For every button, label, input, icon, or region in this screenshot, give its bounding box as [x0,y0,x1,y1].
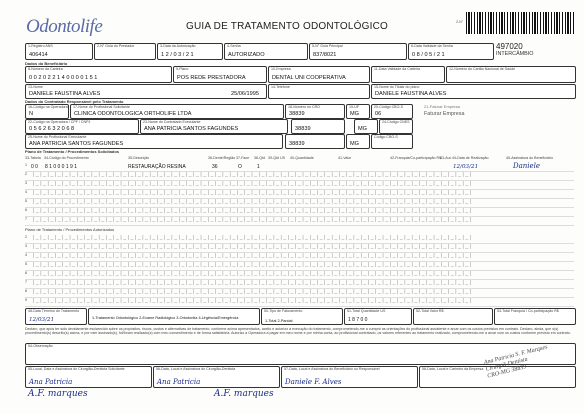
row-number: 1 [25,163,27,167]
table-row[interactable] [25,216,574,226]
row-grid: |_|_|_|_|_|_|_|_|_|_|_|_|_|_|_|_|_|_|_|_|_|_|_|_|_|_|_|_|_|_|_|_|_|_|_|_|_|_|_|_|_|_|_|_|_|_|_|_|_|_|_|_|_|_|_|_|_|_|_|_| [33,244,473,250]
nome-contratado-label: 17-Nome do Profissional Solicitante [73,105,130,109]
faturar-label: 21-Faturar Empresa [424,104,460,109]
row-grid: |_|_|_|_|_|_|_|_|_|_|_|_|_|_|_|_|_|_|_|_|_|_|_|_|_|_|_|_|_|_|_|_|_|_|_|_|_|_|_|_|_|_|_|_|_|_|_|_|_|_|_|_|_|_|_|_|_|_|_|_| [33,208,473,214]
validade-senha-label: 6-Data Validade da Senha [411,44,453,48]
row-grid: |_|_|_|_|_|_|_|_|_|_|_|_|_|_|_|_|_|_|_|_|_|_|_|_|_|_|_|_|_|_|_|_|_|_|_|_|_|_|_|_|_|_|_|_|_|_|_|_|_|_|_|_|_|_|_|_|_|_|_|_| [33,235,473,241]
empresa-value: DENTAL UNI COOPERATIVA [272,75,346,81]
row-grid: |_|_|_|_|_|_|_|_|_|_|_|_|_|_|_|_|_|_|_|_|_|_|_|_|_|_|_|_|_|_|_|_|_|_|_|_|_|_|_|_|_|_|_|_|_|_|_|_|_|_|_|_|_|_|_|_|_|_|_|_| [33,280,473,286]
cnes-label: 24-Código CNES [382,120,410,124]
nome-executante-label: 23-Nome do Contratado Executante [143,120,201,124]
row-number: 4 [25,253,27,257]
row-grid: |_|_|_|_|_|_|_|_|_|_|_|_|_|_|_|_|_|_|_|_|_|_|_|_|_|_|_|_|_|_|_|_|_|_|_|_|_|_|_|_|_|_|_|_|_|_|_|_|_|_|_|_|_|_|_|_|_|_|_|_| [33,298,473,304]
form-title: GUIA DE TRATAMENTO ODONTOLÓGICO [186,21,388,32]
guia-prestador-box[interactable] [94,43,156,60]
col-descricao: 35-Descrição [128,156,150,160]
col-franquia: 42-Franquia/Co-participação R$ [390,156,442,160]
titular-label: 15-Nome do Titular do plano [374,85,420,89]
guia-principal-box[interactable] [309,43,407,60]
section-procedimentos: Plano de Tratamento / Procedimentos Solicitados [25,149,120,154]
uf3-box[interactable] [346,134,370,149]
registro-ans-label: 1-Registro ANS [28,44,53,48]
nome-box[interactable] [25,84,267,99]
cro2-value: 38839 [295,126,311,132]
row-codigo: 8 1 0 0 0 1 9 1 [45,163,77,170]
col-aut: 43-Aut. [440,156,452,160]
col-codigo: 34-Código do Procedimento [44,156,89,160]
tipo-atendimento-box[interactable] [88,308,260,325]
row-grid: |_|_|_|_|_|_|_|_|_|_|_|_|_|_|_|_|_|_|_|_|_|_|_|_|_|_|_|_|_|_|_|_|_|_|_|_|_|_|_|_|_|_|_|_|_|_|_|_|_|_|_|_|_|_|_|_|_|_|_|_| [33,253,473,259]
tipo-faturamento-label: 50-Tipo de Faturamento [264,309,303,313]
cro3-value: 38839 [289,141,305,147]
empresa-box[interactable] [268,66,370,83]
col-face: 37-Face [236,156,250,160]
row-dente: 36 [212,163,218,170]
row-number: 3 [25,244,27,248]
row-number: 7 [25,217,27,221]
row-grid: |_|_|_|_|_|_|_|_|_|_|_|_|_|_|_|_|_|_|_|_|_|_|_|_|_|_|_|_|_|_|_|_|_|_|_|_|_|_|_|_|_|_|_|_|_|_|_|_|_|_|_|_|_|_|_|_|_|_|_|_| [33,199,473,205]
guia-principal-label: 5-N° Guia Principal [312,44,343,48]
col-dente: 36-Dente/Região [208,156,236,160]
data-termino-box[interactable] [25,308,87,325]
cbo-value: 06 [375,111,382,117]
total-qtd-value: 1 8 7 0 0 [348,317,368,323]
titular-value: DANIELE FAUSTINA ALVES [375,91,447,97]
telefone-box[interactable] [268,84,370,99]
observacao-label: 54-Observação [28,344,53,348]
validade-senha-value: 0 8 / 0 5 / 2 1 [412,52,445,58]
row-grid: |_|_|_|_|_|_|_|_|_|_|_|_|_|_|_|_|_|_|_|_|_|_|_|_|_|_|_|_|_|_|_|_|_|_|_|_|_|_|_|_|_|_|_|_|_|_|_|_|_|_|_|_|_|_|_|_|_|_|_|_| [33,271,473,277]
faturar-value: Faturar Empresa [424,111,465,117]
table-row[interactable] [25,297,574,307]
plano-label: 9-Plano [176,67,189,71]
cbo-label: 20-Código CBO-S [374,105,403,109]
total-valor-label: 52-Total Valor R$ [416,309,444,313]
validade-senha-box[interactable] [408,43,494,60]
uf-label: 19-UF [349,105,359,109]
nome-executante-box[interactable] [140,119,288,134]
cns-label: 12-Número do Cartão Nacional de Saúde [449,67,516,71]
cns-box[interactable] [446,66,576,83]
total-valor-box[interactable] [413,308,493,325]
nome-prof-label: 25-Nome do Profissional Executante [28,135,87,139]
row-descricao: RESTAURAÇÃO RESINA [128,163,186,170]
codigo-operadora-label: 16-Código na Operadora [28,105,68,109]
row-grid: |_|_|_|_|_|_|_|_|_|_|_|_|_|_|_|_|_|_|_|_|_|_|_|_|_|_|_|_|_|_|_|_|_|_|_|_|_|_|_|_|_|_|_|_|_|_|_|_|_|_|_|_|_|_|_|_|_|_|_|_| [33,181,473,187]
nascimento-value: 25/06/1995 [231,91,259,97]
carteira-box[interactable] [25,66,172,83]
telefone-label: 14-Telefone [271,85,290,89]
data-termino-label: 48-Data Término do Tratamento [28,309,80,313]
row-number: 2 [25,172,27,176]
carteira-label: 8-Número da Carteira [28,67,63,71]
col-quantidade: 40-Quantidade [290,156,314,160]
uf2-box[interactable] [354,119,378,134]
sig3-box[interactable] [281,366,418,388]
col-qtd-us: 39-Qtd US [268,156,285,160]
senha-value: AUTORIZADO [228,52,265,58]
row-grid: |_|_|_|_|_|_|_|_|_|_|_|_|_|_|_|_|_|_|_|_|_|_|_|_|_|_|_|_|_|_|_|_|_|_|_|_|_|_|_|_|_|_|_|_|_|_|_|_|_|_|_|_|_|_|_|_|_|_|_|_| [33,289,473,295]
stamp-text: Ana Patricia S. F. Marques Cirurgiã-Dentista CRO-MG 38839 [483,344,549,380]
header-small-code: 2-N° [456,20,464,24]
total-qtd-label: 51-Total Quantidade US [347,309,386,313]
data-autorizacao-value: 1 2 / 0 3 / 2 1 [161,52,194,58]
cro-box[interactable] [285,104,345,119]
declaracao-text: Declaro, que após ter sido devidamente esclarecido sobre os propósitos, riscos, custos e alternativas de tratamento, conforme acima apresentados, aceito e autorizo a execução do tratamento, comprometendo-me a cumprir as orientações do profissional assistente e arcar com os custos previstos em contrato. Declaro, ainda, que o(s) procedimento(s) descrito(s) acima, e por mim assinado(s), foi/foram realizado(s) com meu consentimento e de forma satisfatória. Autorizo a Operadora a pagar em meu nome e por minha conta, ao profissional contratado, os valores referentes ao tratamento realizado, comprometendo-me a arcar com os custos conforme previsto em contrato. [25,327,571,336]
data-autorizacao-label: 3-Data da Autorização [160,44,196,48]
plano-value: POS REDE PRESTADORA [177,75,246,81]
titular-box[interactable] [371,84,576,99]
row-number: 5 [25,262,27,266]
uf3-value: MG [350,141,360,147]
tipo-atendimento-value: 1-Tratamento Odontológico 2-Exame Radiológico 3-Ortodontia 4-Urgência/Emergência [92,316,239,320]
row-face: O [238,163,242,170]
sig1-box[interactable] [25,366,152,388]
registro-ans-box[interactable] [25,43,93,60]
senha-box[interactable] [224,43,308,60]
sig2-box[interactable] [153,366,280,388]
row-grid: |_|_|_|_|_|_|_|_|_|_|_|_|_|_|_|_|_|_|_|_|_|_|_|_|_|_|_|_|_|_|_|_|_|_|_|_|_|_|_|_|_|_|_|_|_|_|_|_|_|_|_|_|_|_|_|_|_|_|_|_| [33,262,473,268]
col-data-realizacao: 44-Data de Realização [452,156,489,160]
tipo-faturamento-value: 1-Total 2-Parcial [265,319,293,323]
col-tabela: 33-Tabela [25,156,41,160]
sig1-label: 55-Local, Data e Assinatura do Cirurgião-Dentista Solicitante [28,367,125,371]
cro-label: 18-Número no CRO [288,105,320,109]
nome-executante-value: ANA PATRICIA SANTOS FAGUNDES [144,126,239,132]
nome-contratado-value: CLINICA ODONTOLOGICA ORTHOLIFE LTDA [74,111,192,117]
sig2-value: Ana Patricia [157,378,201,386]
sig3-label: 57-Data, Local e Assinatura do Beneficiário ou Responsável [284,367,380,371]
section-procedimentos-b: Plano de Tratamento / Procedimentos Autorizados [25,227,115,232]
guia-sub: INTERCÂMBIO [496,51,534,57]
sig3-value: Daniele F. Alves [285,378,342,386]
plano-box[interactable] [173,66,267,83]
sig2-label: 56-Data, Local e Assinatura do Cirurgião-Dentista [156,367,236,371]
sig1-value: Ana Patricia [29,378,73,386]
col-assinatura: 45-Assinatura do Beneficiário [506,156,553,160]
section-beneficiario: Dados do Beneficiário [25,61,68,66]
codigo-operadora-box[interactable] [25,104,69,119]
col-valor: 41-Valor [338,156,352,160]
cod-executante-value: 0 5 6 2 6 3 2 0 6 8 [29,126,75,132]
total-franquia-box[interactable] [494,308,576,325]
odontolife-logo: Odontolife [26,16,103,37]
total-franquia-label: 53-Total Franquia / Co-participação R$ [497,309,559,313]
nome-label: 13-Nome [28,85,43,89]
sig4-label: 58-Data, Local e Carimbo da Empresa [422,367,484,371]
guia-prestador-label: 2-N° Guia do Prestador [97,44,135,48]
guia-principal-value: 837/8021 [313,52,337,58]
cro-value: 38839 [289,111,305,117]
bottom-signature-2: A.F. marques [214,389,274,399]
registro-ans-value: 406414 [29,52,48,58]
total-qtd-box[interactable] [344,308,412,325]
row-tabela: 0 0 [31,163,38,170]
uf-value: MG [350,111,360,117]
nome-prof-value: ANA PATRICIA SANTOS FAGUNDES [29,141,124,147]
cro2-box[interactable] [291,119,345,134]
senha-label: 4-Senha [227,44,241,48]
cnes-box[interactable] [379,119,413,134]
row-data: 12/03/21 [453,163,479,170]
nome-prof-box[interactable] [25,134,283,149]
cbo-box[interactable] [371,104,413,119]
validade-carteira-label: 11-Data Validade da Carteira [374,67,421,71]
row-number: 2 [25,235,27,239]
row-number: 8 [25,289,27,293]
cod-executante-box[interactable] [25,119,139,134]
row-grid: |_|_|_|_|_|_|_|_|_|_|_|_|_|_|_|_|_|_|_|_|_|_|_|_|_|_|_|_|_|_|_|_|_|_|_|_|_|_|_|_|_|_|_|_|_|_|_|_|_|_|_|_|_|_|_|_|_|_|_|_| [33,190,473,196]
row-number: 7 [25,280,27,284]
col-qtd: 38-Qtd [254,156,265,160]
cod-executante-label: 22-Código na Operadora / CPF / CNPJ [28,120,91,124]
guia-number: 497020 [496,42,523,51]
section-solicitante: Dados do Contratado Responsável pelo Tratamento [25,99,124,104]
row-number: 5 [25,199,27,203]
data-autorizacao-box[interactable] [157,43,223,60]
uf2-value: MG [358,126,368,132]
nome-value: DANIELE FAUSTINA ALVES [29,91,101,97]
bottom-signature-1: A.F. marques [28,389,88,399]
row-assinatura: Daniele [513,161,541,170]
validade-carteira-box[interactable] [371,66,445,83]
row-grid: |_|_|_|_|_|_|_|_|_|_|_|_|_|_|_|_|_|_|_|_|_|_|_|_|_|_|_|_|_|_|_|_|_|_|_|_|_|_|_|_|_|_|_|_|_|_|_|_|_|_|_|_|_|_|_|_|_|_|_|_| [33,172,473,178]
cro3-box[interactable] [285,134,345,149]
tipo-faturamento-box[interactable] [261,308,343,325]
uf-box[interactable] [346,104,370,119]
row-number: 4 [25,190,27,194]
empresa-label: 10-Empresa [271,67,291,71]
data-termino-value: 12/03/21 [29,317,55,323]
row-number: 6 [25,271,27,275]
row-grid: |_|_|_|_|_|_|_|_|_|_|_|_|_|_|_|_|_|_|_|_|_|_|_|_|_|_|_|_|_|_|_|_|_|_|_|_|_|_|_|_|_|_|_|_|_|_|_|_|_|_|_|_|_|_|_|_|_|_|_|_| [33,217,473,223]
row-number: 3 [25,181,27,185]
carteira-value: 0 0 2 0 2 2 1 4 0 0 0 0 1 5 1 [29,75,98,81]
barcode [466,12,574,34]
nome-contratado-box[interactable] [70,104,284,119]
codigo-operadora-value: N [29,111,34,117]
cbo2-box[interactable] [371,134,413,149]
row-qtd: 1 [257,163,260,170]
cbo2-label: Código CBO-S [374,135,398,139]
row-number: 9 [25,298,27,302]
row-number: 6 [25,208,27,212]
